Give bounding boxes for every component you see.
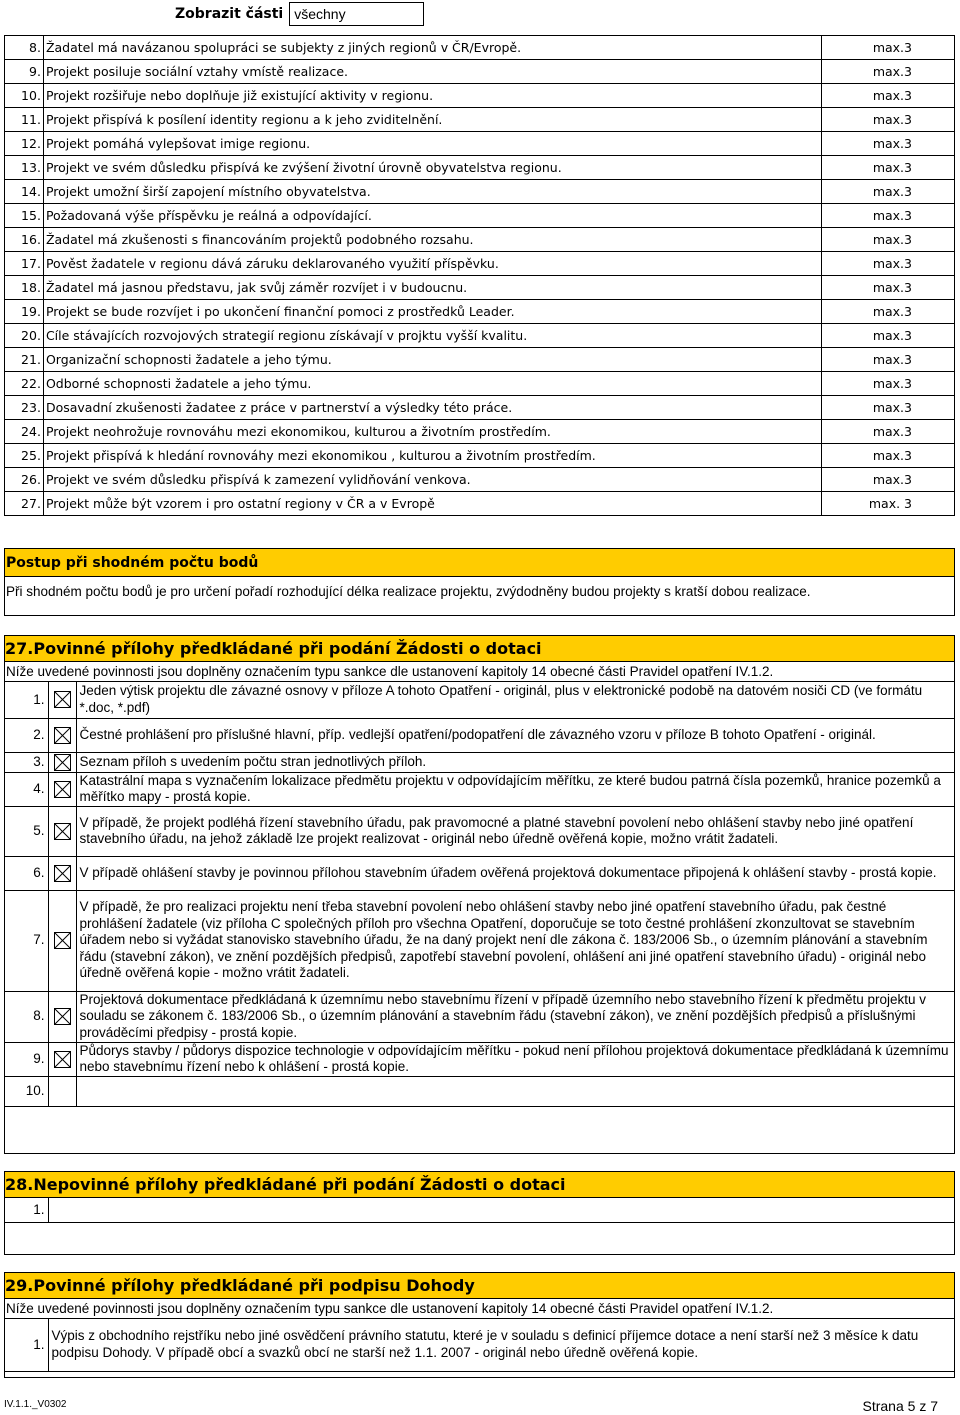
section-27-subtitle: Níže uvedené povinnosti jsou doplněny označením typu sankce dle ustanovení kapitoly 14 obecné části Pravidel opatření IV.1.2. <box>5 662 954 682</box>
attachment-number: 6. <box>5 856 48 890</box>
criterion-row <box>5 228 955 252</box>
attachment-checkbox[interactable] <box>48 890 76 991</box>
attachment-text: Půdorys stavby / půdorys dispozice technologie v odpovídajícím měřítku - pokud není přílohou projektová dokumentace předkládaná k územnímu nebo stavebnímu řízení nebo k ohlášení - prostá kopie. <box>76 1042 954 1076</box>
checked-box-icon[interactable] <box>54 691 71 708</box>
attachment-text: V případě, že pro realizaci projektu není třeba stavební povolení nebo ohlášení stavby nebo jiné opatření stavebního úřadu, pak čestné prohlášení žadatele (viz příloha C společných příloh pro všechna Opatření, doporučuje se toto čestné prohlášení zkonzultovat se stavebním úřadem nebo si vyžádat stanovisko stavebního úřadu, že na daný projekt není dle zákona č. 183/2006 Sb., o územním plánování a stavebním řádu (stavební zákon), ve znění pozdějších předpisů, zapotřebí stavební povolení, ohlášení ani jiné opatření stavebního úřadu) - originál nebo úředně ověřená kopie - možno vrátit žadateli. <box>76 890 954 991</box>
attachment-row <box>5 991 954 1042</box>
criterion-text: Dosavadní zkušenosti žadatee z práce v partnerství a výsledky této práce. <box>43 396 821 420</box>
criterion-text: Cíle stávajících rozvojových strategií regionu získávají v projktu vyšší kvalitu. <box>43 324 821 348</box>
checked-box-icon[interactable] <box>54 754 71 771</box>
attachment-checkbox[interactable] <box>48 772 76 806</box>
attachment-checkbox[interactable] <box>48 718 76 752</box>
criterion-number: 27. <box>5 492 44 516</box>
criterion-max-score: max.3 <box>822 396 955 420</box>
criterion-number: 21. <box>5 348 44 372</box>
criterion-row <box>5 444 955 468</box>
criterion-text: Projekt se bude rozvíjet i po ukončení finanční pomoci z prostředků Leader. <box>43 300 821 324</box>
criterion-number: 26. <box>5 468 44 492</box>
attachment-checkbox[interactable] <box>48 806 76 856</box>
criterion-text: Projekt neohrožuje rovnováhu mezi ekonomikou, kulturou a životním prostředím. <box>43 420 821 444</box>
attachment-number: 1. <box>5 682 48 718</box>
tie-break-text: Při shodném počtu bodů je pro určení pořadí rozhodující délka realizace projektu, zvýdodněny budou projekty s kratší dobou realizace. <box>6 584 811 599</box>
criterion-max-score: max.3 <box>822 132 955 156</box>
criterion-row <box>5 348 955 372</box>
criterion-max-score: max. 3 <box>822 492 955 516</box>
attachment-number: 1. <box>5 1319 48 1371</box>
attachment-text <box>48 1198 954 1222</box>
attachment-text: V případě, že projekt podléhá řízení stavebního úřadu, pak pravomocné a platné stavební povolení nebo ohlášení stavby nebo jiné opatření stavebního úřadu, na jehož základě lze projekt realizovat - originál nebo úředně ověřená kopie, možno vrátit žadateli. <box>76 806 954 856</box>
criterion-max-score: max.3 <box>822 36 955 60</box>
section-27-title: 27.Povinné přílohy předkládané při podání Žádosti o dotaci <box>5 636 954 662</box>
attachment-row <box>5 1198 954 1222</box>
attachment-row <box>5 1076 954 1106</box>
criterion-row <box>5 420 955 444</box>
criterion-text: Projekt přispívá k posílení identity regionu a k jeho zviditelnění. <box>43 108 821 132</box>
criterion-number: 23. <box>5 396 44 420</box>
attachment-text: V případě ohlášení stavby je povinnou přílohou stavebním úřadem ověřená projektová dokumentace připojená k ohlášení stavby - prostá kopie. <box>76 856 954 890</box>
checked-box-icon[interactable] <box>54 865 71 882</box>
criterion-row <box>5 396 955 420</box>
criterion-number: 10. <box>5 84 44 108</box>
section-filter <box>175 2 424 26</box>
criterion-number: 19. <box>5 300 44 324</box>
attachment-row <box>5 682 954 718</box>
attachment-text: Projektová dokumentace předkládaná k územnímu nebo stavebnímu řízení v případě územního nebo stavebního řízení k předmětu projektu v souladu se zákonem č. 183/2006 Sb., o územním plánování a stavebním řádu (stavební zákon), ve znění pozdějších předpisů a příslušnými prováděcími předpisy - prostá kopie. <box>76 991 954 1042</box>
criterion-max-score: max.3 <box>822 468 955 492</box>
criterion-number: 14. <box>5 180 44 204</box>
criterion-row <box>5 300 955 324</box>
attachment-text: Seznam příloh s uvedením počtu stran jednotlivých příloh. <box>76 752 954 772</box>
criterion-text: Pověst žadatele v regionu dává záruku deklarovaného využití příspěvku. <box>43 252 821 276</box>
criterion-row <box>5 180 955 204</box>
attachment-row <box>5 1042 954 1076</box>
criterion-text: Žadatel má zkušenosti s financováním projektů podobného rozsahu. <box>43 228 821 252</box>
section-29-attachments <box>5 1319 954 1372</box>
filter-select[interactable]: všechny <box>289 2 424 26</box>
attachment-row <box>5 806 954 856</box>
criterion-row <box>5 252 955 276</box>
attachment-text: Jeden výtisk projektu dle závazné osnovy v příloze A tohoto Opatření - originál, plus v elektronické podobě na datovém nosiči CD (ve formátu *.doc, *.pdf) <box>76 682 954 718</box>
criterion-row <box>5 372 955 396</box>
criterion-max-score: max.3 <box>822 276 955 300</box>
attachment-number: 2. <box>5 718 48 752</box>
criterion-max-score: max.3 <box>822 84 955 108</box>
criteria-table <box>4 35 955 516</box>
attachment-number: 7. <box>5 890 48 991</box>
criterion-max-score: max.3 <box>822 252 955 276</box>
attachment-number: 5. <box>5 806 48 856</box>
criterion-number: 8. <box>5 36 44 60</box>
attachment-text: Katastrální mapa s vyznačením lokalizace předmětu projektu v odpovídajícím měřítku, ze které budou patrná čísla pozemků, hranice pozemků a měřítko mapy - prostá kopie. <box>76 772 954 806</box>
checked-box-icon[interactable] <box>54 823 71 840</box>
criterion-max-score: max.3 <box>822 420 955 444</box>
criterion-row <box>5 84 955 108</box>
attachment-checkbox[interactable] <box>48 682 76 718</box>
criterion-number: 11. <box>5 108 44 132</box>
checked-box-icon[interactable] <box>54 1051 71 1068</box>
criterion-number: 15. <box>5 204 44 228</box>
criterion-number: 17. <box>5 252 44 276</box>
attachment-text <box>76 1076 954 1106</box>
checked-box-icon[interactable] <box>54 781 71 798</box>
criterion-text: Projekt rozšiřuje nebo doplňuje již existující aktivity v regionu. <box>43 84 821 108</box>
criterion-max-score: max.3 <box>822 60 955 84</box>
criterion-max-score: max.3 <box>822 324 955 348</box>
section-29-title: 29.Povinné přílohy předkládané při podpisu Dohody <box>5 1273 954 1299</box>
criterion-row <box>5 60 955 84</box>
section-28-attachments <box>5 1198 954 1223</box>
criterion-row <box>5 204 955 228</box>
criterion-row <box>5 108 955 132</box>
criterion-max-score: max.3 <box>822 108 955 132</box>
checked-box-icon[interactable] <box>54 727 71 744</box>
attachment-number: 9. <box>5 1042 48 1076</box>
criterion-max-score: max.3 <box>822 300 955 324</box>
section-27 <box>4 635 955 1154</box>
attachment-row <box>5 772 954 806</box>
footer-page-number: Strana 5 z 7 <box>862 1398 938 1414</box>
criterion-text: Odborné schopnosti žadatele a jeho týmu. <box>43 372 821 396</box>
criterion-row <box>5 324 955 348</box>
criterion-text: Projekt přispívá k hledání rovnováhy mezi ekonomikou , kulturou a životním prostředím. <box>43 444 821 468</box>
criterion-max-score: max.3 <box>822 444 955 468</box>
checked-box-icon[interactable] <box>54 1008 71 1025</box>
tie-break-title: Postup při shodném počtu bodů <box>5 549 954 577</box>
criterion-text: Projekt posiluje sociální vztahy vmístě realizace. <box>43 60 821 84</box>
criterion-number: 12. <box>5 132 44 156</box>
attachment-row <box>5 752 954 772</box>
criterion-max-score: max.3 <box>822 204 955 228</box>
attachment-text: Čestné prohlášení pro příslušné hlavní, příp. vedlejší opatření/podopatření dle závazného vzoru v příloze B tohoto Opatření - originál. <box>76 718 954 752</box>
criterion-max-score: max.3 <box>822 228 955 252</box>
criterion-row <box>5 156 955 180</box>
attachment-row <box>5 856 954 890</box>
attachment-number: 10. <box>5 1076 48 1106</box>
attachment-number: 1. <box>5 1198 48 1222</box>
criterion-text: Organizační schopnosti žadatele a jeho týmu. <box>43 348 821 372</box>
section-29-subtitle: Níže uvedené povinnosti jsou doplněny označením typu sankce dle ustanovení kapitoly 14 obecné části Pravidel opatření IV.1.2. <box>5 1299 954 1319</box>
section-27-attachments <box>5 682 954 1107</box>
criterion-row <box>5 132 955 156</box>
criterion-text: Projekt ve svém důsledku přispívá k zamezení vylidňování venkova. <box>43 468 821 492</box>
attachment-number: 8. <box>5 991 48 1042</box>
attachment-checkbox[interactable] <box>48 1042 76 1076</box>
attachment-row <box>5 718 954 752</box>
criterion-row <box>5 492 955 516</box>
section-28 <box>4 1171 955 1255</box>
filter-label: Zobrazit části <box>175 6 284 22</box>
attachment-number: 4. <box>5 772 48 806</box>
criterion-number: 9. <box>5 60 44 84</box>
criterion-number: 25. <box>5 444 44 468</box>
section-29 <box>4 1272 955 1378</box>
criterion-text: Projekt umožní širší zapojení místního obyvatelstva. <box>43 180 821 204</box>
criterion-text: Požadovaná výše příspěvku je reálná a odpovídající. <box>43 204 821 228</box>
criterion-text: Projekt ve svém důsledku přispívá ke zvýšení životní úrovně obyvatelstva regionu. <box>43 156 821 180</box>
criterion-number: 13. <box>5 156 44 180</box>
criterion-number: 24. <box>5 420 44 444</box>
criterion-max-score: max.3 <box>822 156 955 180</box>
criterion-row <box>5 276 955 300</box>
attachment-checkbox[interactable] <box>48 752 76 772</box>
attachment-row <box>5 1319 954 1371</box>
criterion-max-score: max.3 <box>822 372 955 396</box>
attachment-checkbox[interactable] <box>48 856 76 890</box>
criterion-number: 16. <box>5 228 44 252</box>
attachment-checkbox[interactable] <box>48 1076 76 1106</box>
footer-doc-code: IV.1.1._V0302 <box>4 1399 67 1410</box>
criterion-number: 20. <box>5 324 44 348</box>
criterion-row <box>5 36 955 60</box>
attachment-number: 3. <box>5 752 48 772</box>
criterion-text: Žadatel má jasnou představu, jak svůj záměr rozvíjet i v budoucnu. <box>43 276 821 300</box>
checked-box-icon[interactable] <box>54 932 71 949</box>
attachment-row <box>5 890 954 991</box>
criterion-row <box>5 468 955 492</box>
criterion-text: Projekt může být vzorem i pro ostatní regiony v ČR a v Evropě <box>43 492 821 516</box>
criterion-text: Projekt pomáhá vylepšovat imige regionu. <box>43 132 821 156</box>
attachment-checkbox[interactable] <box>48 991 76 1042</box>
criterion-max-score: max.3 <box>822 348 955 372</box>
criterion-text: Žadatel má navázanou spolupráci se subjekty z jiných regionů v ČR/Evropě. <box>43 36 821 60</box>
section-28-title: 28.Nepovinné přílohy předkládané při podání Žádosti o dotaci <box>5 1172 954 1198</box>
criterion-number: 18. <box>5 276 44 300</box>
attachment-text: Výpis z obchodního rejstříku nebo jiné osvědčení právního statutu, které je v souladu s definicí příjemce dotace a není starší než 3 měsíce k datu podpisu Dohody. V případě obcí a svazků obcí ne starší než 1.1. 2007 - originál nebo úředně ověřená kopie. <box>48 1319 954 1371</box>
criterion-number: 22. <box>5 372 44 396</box>
criterion-max-score: max.3 <box>822 180 955 204</box>
tie-break-section <box>4 548 955 616</box>
